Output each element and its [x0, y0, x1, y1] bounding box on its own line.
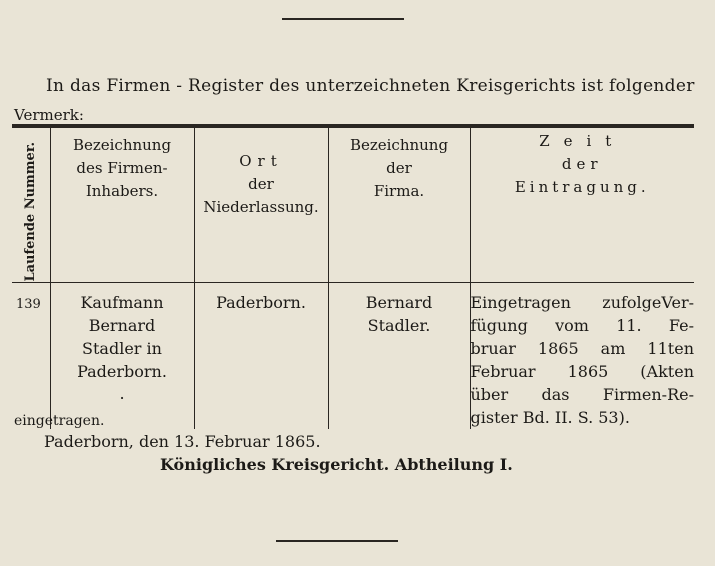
entry-time: Eingetragen zufolgeVer- fügung vom 11. Fe- bruar 1865 am 11ten Februar 1865 (Akten über das Firmen-Re- gister Bd. II. S. 53).: [470, 282, 694, 429]
bottom-rule: [276, 540, 398, 542]
header-place: Ort der Niederlassung.: [194, 126, 328, 282]
footer-court: Königliches Kreisgericht. Abtheilung I.: [160, 455, 513, 474]
header-holder: Bezeichnung des Firmen-Inhabers.: [50, 126, 194, 282]
header-firm: Bezeichnung der Firma.: [328, 126, 470, 282]
table-row: [12, 282, 694, 429]
entry-place: Paderborn.: [194, 282, 328, 429]
footer-place-date: Paderborn, den 13. Februar 1865.: [44, 432, 321, 451]
entry-firm: Bernard Stadler.: [328, 282, 470, 429]
header-entry-time: Zeit der Eintragung.: [470, 126, 694, 282]
footer-entered: eingetragen.: [14, 413, 105, 429]
entry-number: 139: [16, 296, 41, 312]
table-header-row: [12, 126, 694, 282]
entry-holder: Kaufmann Bernard Stadler in Paderborn. .: [50, 282, 194, 429]
register-table: [12, 124, 694, 429]
header-number: Laufende Nummer.: [12, 126, 50, 282]
intro-continuation: Vermerk:: [14, 106, 84, 124]
intro-line: In das Firmen - Register des unterzeichneten Kreisgerichts ist folgender: [46, 76, 695, 96]
top-rule: [282, 18, 404, 20]
